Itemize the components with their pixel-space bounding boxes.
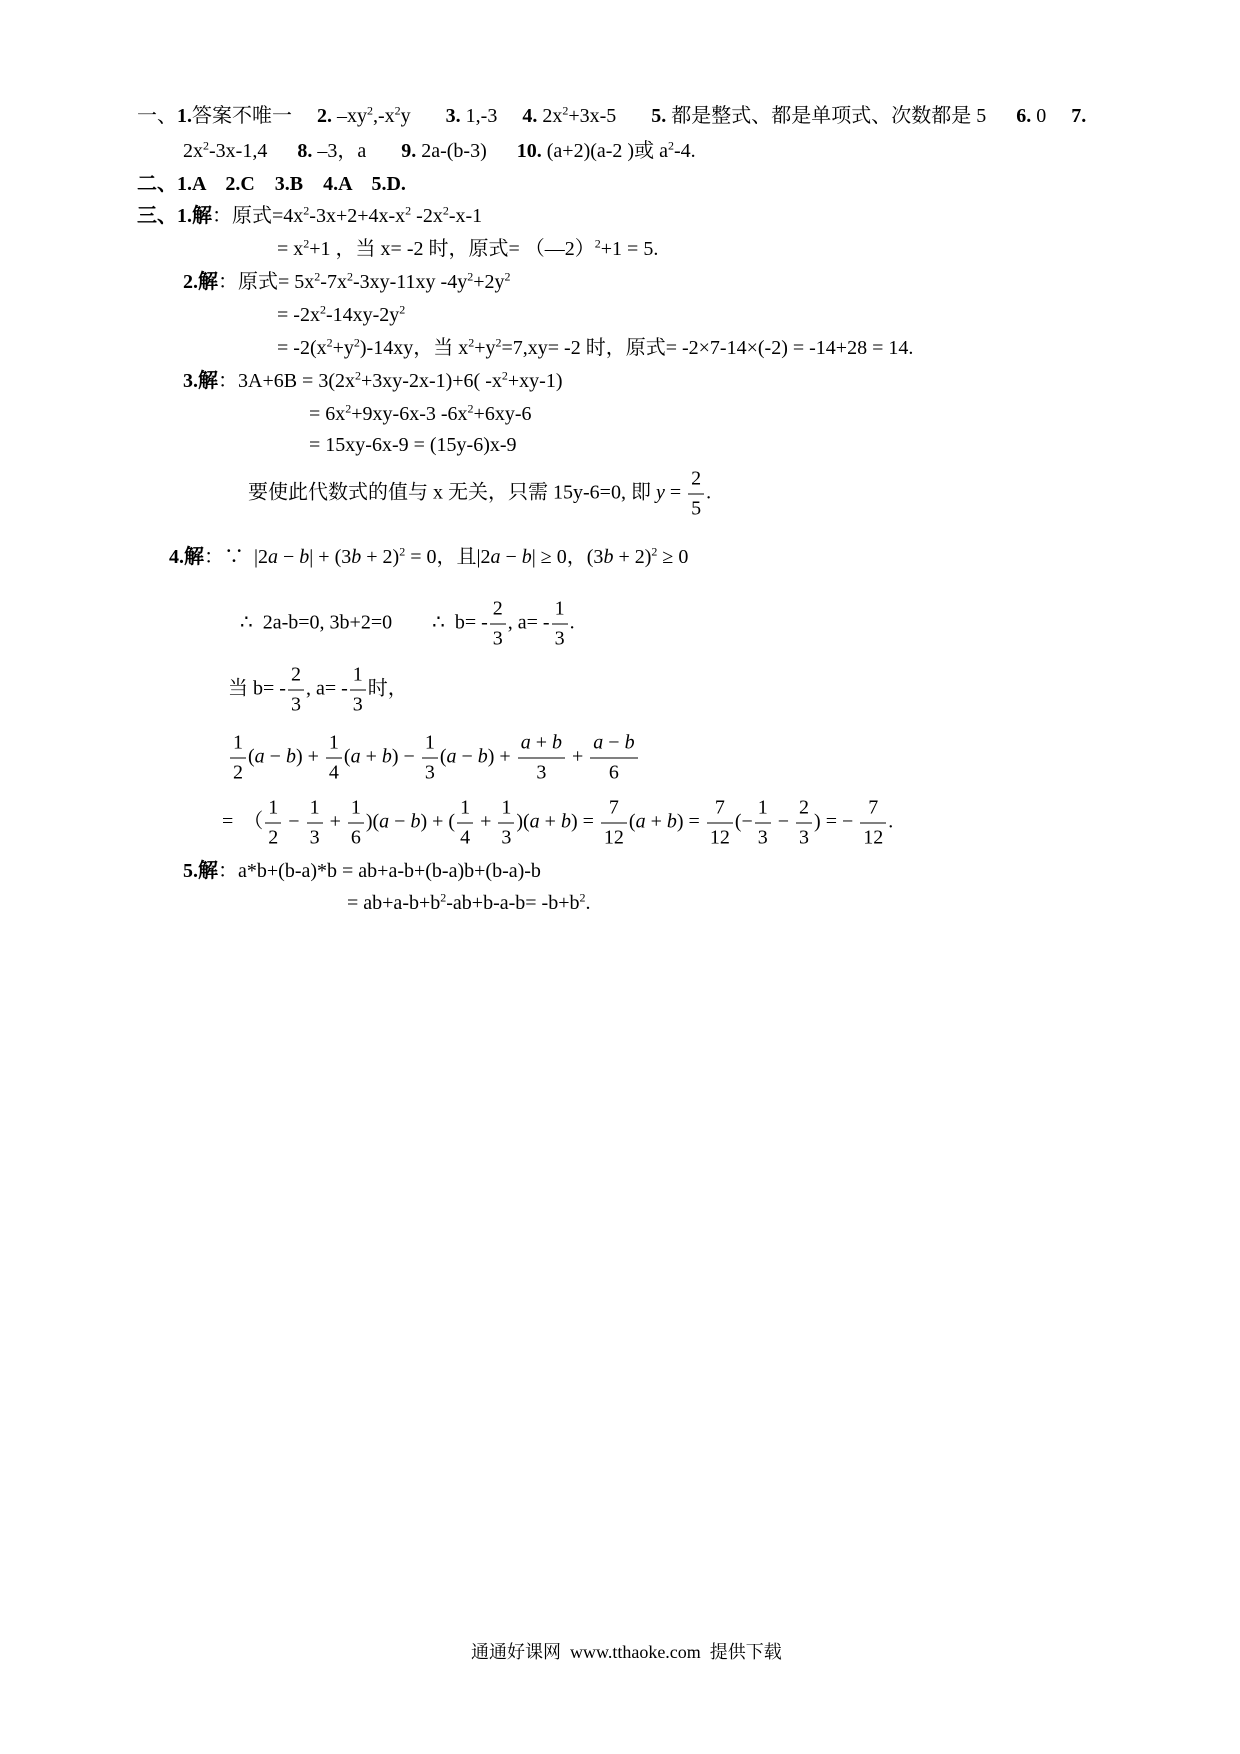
math-expression: − xyxy=(283,810,305,833)
part1-fill-answers-line1 xyxy=(137,104,1086,128)
part1-fill-answers-line2 xyxy=(183,139,696,163)
text-run: ,-x xyxy=(373,105,395,127)
text-run: ：原式=4x xyxy=(212,205,304,227)
math-expression: − xyxy=(772,810,795,833)
text-run: -ab+b-a-b= -b+b xyxy=(446,892,580,914)
text-run: ， xyxy=(566,546,587,568)
superscript: 2 xyxy=(399,544,406,559)
text-run: = x xyxy=(277,238,304,260)
fraction-numerator: 1 xyxy=(265,797,281,824)
fraction-numerator: 1 xyxy=(422,732,438,759)
text-run: =7,xy= -2 时，原式= -2×7-14×(-2) = -14+28 = 14. xyxy=(501,337,914,359)
superscript: 2 xyxy=(467,269,474,284)
fraction-numerator: 2 xyxy=(288,664,304,691)
superscript: 2 xyxy=(314,269,321,284)
fraction-numerator: 2 xyxy=(490,598,506,625)
math-expression: (a + b) = xyxy=(628,810,705,833)
part3-q4-line1 xyxy=(169,545,688,569)
fraction-denominator: 3 xyxy=(352,693,363,716)
fraction-denominator: 3 xyxy=(501,826,512,849)
text-run: 1,-3 xyxy=(460,105,523,127)
fraction-denominator: 3 xyxy=(536,761,547,784)
text-run: +6xy-6 xyxy=(473,403,532,425)
bold-label: 3. xyxy=(445,105,461,127)
text-run: (a+2)(a-2 )或 a xyxy=(541,140,668,162)
math-expression: + xyxy=(567,745,589,768)
part3-q3-line3 xyxy=(309,433,517,457)
fraction xyxy=(457,797,473,850)
fraction xyxy=(348,797,364,850)
text-run: = ab+a-b+b xyxy=(347,892,441,914)
fraction-denominator: 6 xyxy=(608,761,619,784)
text-run: +3xy-2x-1)+6( -x xyxy=(361,370,502,392)
bold-label: 3.解 xyxy=(183,370,218,392)
fraction-denominator: 5 xyxy=(691,497,702,520)
bold-label: 二、1.A 2.C 3.B 4.A 5.D. xyxy=(137,173,406,195)
part3-q4-line2 xyxy=(240,598,575,651)
superscript: 2 xyxy=(501,368,508,383)
part3-q3-line1 xyxy=(183,369,562,393)
bold-label: 4. xyxy=(522,105,538,127)
part3-q5-line1 xyxy=(183,859,541,883)
fraction-numerator: 1 xyxy=(350,664,366,691)
fraction-numerator: 1 xyxy=(457,797,473,824)
fraction-numerator: 1 xyxy=(552,598,568,625)
math-expression: |2a − b| + (3b + 2) xyxy=(254,546,400,568)
math-expression: (3b + 2) xyxy=(586,546,652,568)
superscript: 2 xyxy=(203,138,209,153)
superscript: 2 xyxy=(504,269,511,284)
text-run: ：a*b+(b-a)*b = ab+a-b+(b-a)b+(b-a)-b xyxy=(218,860,541,882)
text-run: ：原式= 5x xyxy=(218,271,315,293)
text-run: -7x xyxy=(320,271,347,293)
text-run: –3，a xyxy=(312,140,402,162)
text-run: ∴ 2a-b=0, 3b+2=0 ∴ b= - xyxy=(240,611,488,634)
text-run: 2x xyxy=(537,105,563,127)
text-run: -3x-1,4 xyxy=(209,140,298,162)
text-run: +3x-5 xyxy=(568,105,652,127)
fraction xyxy=(498,797,514,850)
math-expression: + xyxy=(475,810,497,833)
superscript: 2 xyxy=(594,236,601,251)
fraction-numerator: 7 xyxy=(601,797,627,824)
fraction-denominator: 3 xyxy=(757,826,768,849)
text-run: +xy-1) xyxy=(507,370,563,392)
fraction-denominator: 2 xyxy=(233,761,243,784)
fraction xyxy=(860,797,886,850)
superscript: 2 xyxy=(346,269,353,284)
fraction-numerator: 1 xyxy=(348,797,364,824)
text-run: = xyxy=(664,481,687,504)
fraction-denominator: 3 xyxy=(290,693,301,716)
text-run: 都是整式、都是单项式、次数都是 5 xyxy=(666,105,1017,127)
text-run: , a= - xyxy=(305,677,348,700)
fraction-denominator: 3 xyxy=(492,627,503,650)
text-run: . xyxy=(569,611,575,634)
text-run: -4. xyxy=(673,140,696,162)
text-run: -x-1 xyxy=(448,205,483,227)
fraction xyxy=(601,797,627,850)
fraction-numerator: 1 xyxy=(326,732,342,759)
text-run: = （ xyxy=(222,810,264,833)
part3-q1-line1 xyxy=(137,204,482,228)
math-expression: |2a − b| ≥ 0 xyxy=(476,546,567,568)
fraction xyxy=(755,797,771,850)
text-run: . xyxy=(585,892,591,914)
superscript: 2 xyxy=(367,103,373,118)
text-run: )-14xy，当 x xyxy=(359,337,469,359)
part3-q4-simplification xyxy=(222,797,893,850)
text-run: -3x+2+4x-x xyxy=(309,205,406,227)
part3-q3-line2 xyxy=(309,402,532,426)
text-run: y xyxy=(400,105,446,127)
fraction-numerator: 1 xyxy=(307,797,323,824)
text-run: 时， xyxy=(367,677,408,700)
superscript: 2 xyxy=(353,335,360,350)
bold-label: 三、1.解 xyxy=(137,205,212,227)
superscript: 2 xyxy=(440,890,447,905)
part3-q2-line1 xyxy=(183,270,510,294)
math-expression: (− xyxy=(734,810,753,833)
bold-label: 10. xyxy=(516,140,542,162)
superscript: 2 xyxy=(355,368,362,383)
text-run: 当 b= - xyxy=(228,677,286,700)
fraction-denominator: 3 xyxy=(424,761,435,784)
fraction xyxy=(326,732,342,785)
part2-choice-answers xyxy=(137,172,406,196)
bold-label: 5.解 xyxy=(183,860,218,882)
fraction xyxy=(552,598,568,651)
bold-label: 5. xyxy=(651,105,667,127)
superscript: 2 xyxy=(399,302,406,317)
superscript: 2 xyxy=(405,203,412,218)
part3-q4-expression xyxy=(228,732,640,785)
text-run: +y xyxy=(474,337,496,359)
fraction-denominator: 3 xyxy=(554,627,565,650)
bold-label: 4.解 xyxy=(169,546,204,568)
fraction-denominator: 12 xyxy=(863,826,884,849)
text-run: +9xy-6x-3 -6x xyxy=(351,403,468,425)
text-run: -14xy-2y xyxy=(325,304,400,326)
fraction xyxy=(590,732,637,785)
superscript: 2 xyxy=(303,203,310,218)
text-run: ：3A+6B = 3(2x xyxy=(218,370,356,392)
fraction xyxy=(490,598,506,651)
bold-label: 1. xyxy=(177,105,192,127)
text-run: = 15xy-6x-9 = (15y-6)x-9 xyxy=(309,434,517,456)
math-expression: y xyxy=(655,481,665,504)
text-run: +1 ，当 x= -2 时，原式= （—2） xyxy=(309,238,595,260)
bold-label: 2.解 xyxy=(183,271,218,293)
text-run: = 0，且 xyxy=(405,546,477,568)
text-run: = -2(x xyxy=(277,337,327,359)
bold-label: 2. xyxy=(317,105,332,127)
math-expression: )(a + b) = xyxy=(516,810,599,833)
fraction-denominator: 4 xyxy=(460,826,471,849)
fraction xyxy=(796,797,812,850)
superscript: 2 xyxy=(562,103,569,118)
fraction xyxy=(230,732,246,785)
text-run: 0 xyxy=(1031,105,1072,127)
part3-q5-line2 xyxy=(347,891,591,915)
text-run: . xyxy=(706,481,712,504)
superscript: 2 xyxy=(303,236,310,251)
text-run: = 6x xyxy=(309,403,346,425)
fraction xyxy=(288,664,304,717)
fraction-numerator: 1 xyxy=(498,797,514,824)
fraction-numerator: 1 xyxy=(755,797,771,824)
fraction xyxy=(707,797,733,850)
math-expression: (a + b) − xyxy=(343,745,420,768)
text-run: = -2x xyxy=(277,304,320,326)
fraction-denominator: 3 xyxy=(309,826,320,849)
superscript: 2 xyxy=(345,401,352,416)
math-expression: )(a − b) + ( xyxy=(365,810,456,833)
superscript: 2 xyxy=(394,103,401,118)
fraction-denominator: 6 xyxy=(350,826,361,849)
math-expression: (a − b) + xyxy=(439,745,516,768)
superscript: 2 xyxy=(319,302,326,317)
fraction-denominator: 2 xyxy=(268,826,279,849)
superscript: 2 xyxy=(495,335,502,350)
text-run: 一、 xyxy=(137,105,177,127)
fraction-numerator: a + b xyxy=(518,732,565,759)
text-run: , a= - xyxy=(507,611,550,634)
part3-q2-line3 xyxy=(277,336,913,360)
text-run: 2a-(b-3) xyxy=(416,140,517,162)
fraction-denominator: 12 xyxy=(603,826,624,849)
superscript: 2 xyxy=(651,544,658,559)
bold-label: 9. xyxy=(401,140,417,162)
fraction xyxy=(518,732,565,785)
text-run: +2y xyxy=(473,271,505,293)
math-expression: + xyxy=(324,810,346,833)
fraction xyxy=(307,797,323,850)
text-run: +1 = 5. xyxy=(600,238,659,260)
bold-label: 8. xyxy=(297,140,313,162)
math-expression: (a − b) + xyxy=(248,745,324,768)
text-run: ：∵ xyxy=(204,546,254,568)
text-run: -2x xyxy=(411,205,443,227)
fraction xyxy=(265,797,281,850)
text-run: ≥ 0 xyxy=(657,546,689,568)
math-expression: ) = − xyxy=(814,810,859,833)
fraction-numerator: a − b xyxy=(590,732,637,759)
fraction-numerator: 7 xyxy=(860,797,886,824)
superscript: 2 xyxy=(326,335,333,350)
superscript: 2 xyxy=(667,138,674,153)
bold-label: 6. xyxy=(1016,105,1032,127)
fraction-numerator: 1 xyxy=(230,732,246,759)
fraction xyxy=(688,468,704,521)
fraction-numerator: 2 xyxy=(688,468,704,495)
part3-q3-conclusion xyxy=(248,468,711,521)
superscript: 2 xyxy=(467,401,474,416)
bold-label: 7. xyxy=(1071,105,1087,127)
part3-q1-line2 xyxy=(277,237,658,261)
text-run: . xyxy=(888,810,894,833)
part3-q2-line2 xyxy=(277,303,405,327)
fraction-denominator: 4 xyxy=(328,761,339,784)
fraction-numerator: 2 xyxy=(796,797,812,824)
text-run: +y xyxy=(332,337,354,359)
fraction-denominator: 12 xyxy=(709,826,730,849)
superscript: 2 xyxy=(442,203,449,218)
text-run: -3xy-11xy -4y xyxy=(352,271,468,293)
footer-credit: 通通好课网 www.tthaoke.com 提供下载 xyxy=(471,1642,782,1663)
text-run: 要使此代数式的值与 x 无关，只需 15y-6=0, 即 xyxy=(248,481,656,504)
superscript: 2 xyxy=(579,890,586,905)
text-run: 答案不唯一 xyxy=(192,105,317,127)
fraction xyxy=(350,664,366,717)
part3-q4-line3 xyxy=(228,664,408,717)
superscript: 2 xyxy=(468,335,475,350)
text-run: 2x xyxy=(183,140,203,162)
fraction-numerator: 7 xyxy=(707,797,733,824)
fraction-denominator: 3 xyxy=(799,826,810,849)
fraction xyxy=(422,732,438,785)
text-run: –xy xyxy=(332,105,367,127)
